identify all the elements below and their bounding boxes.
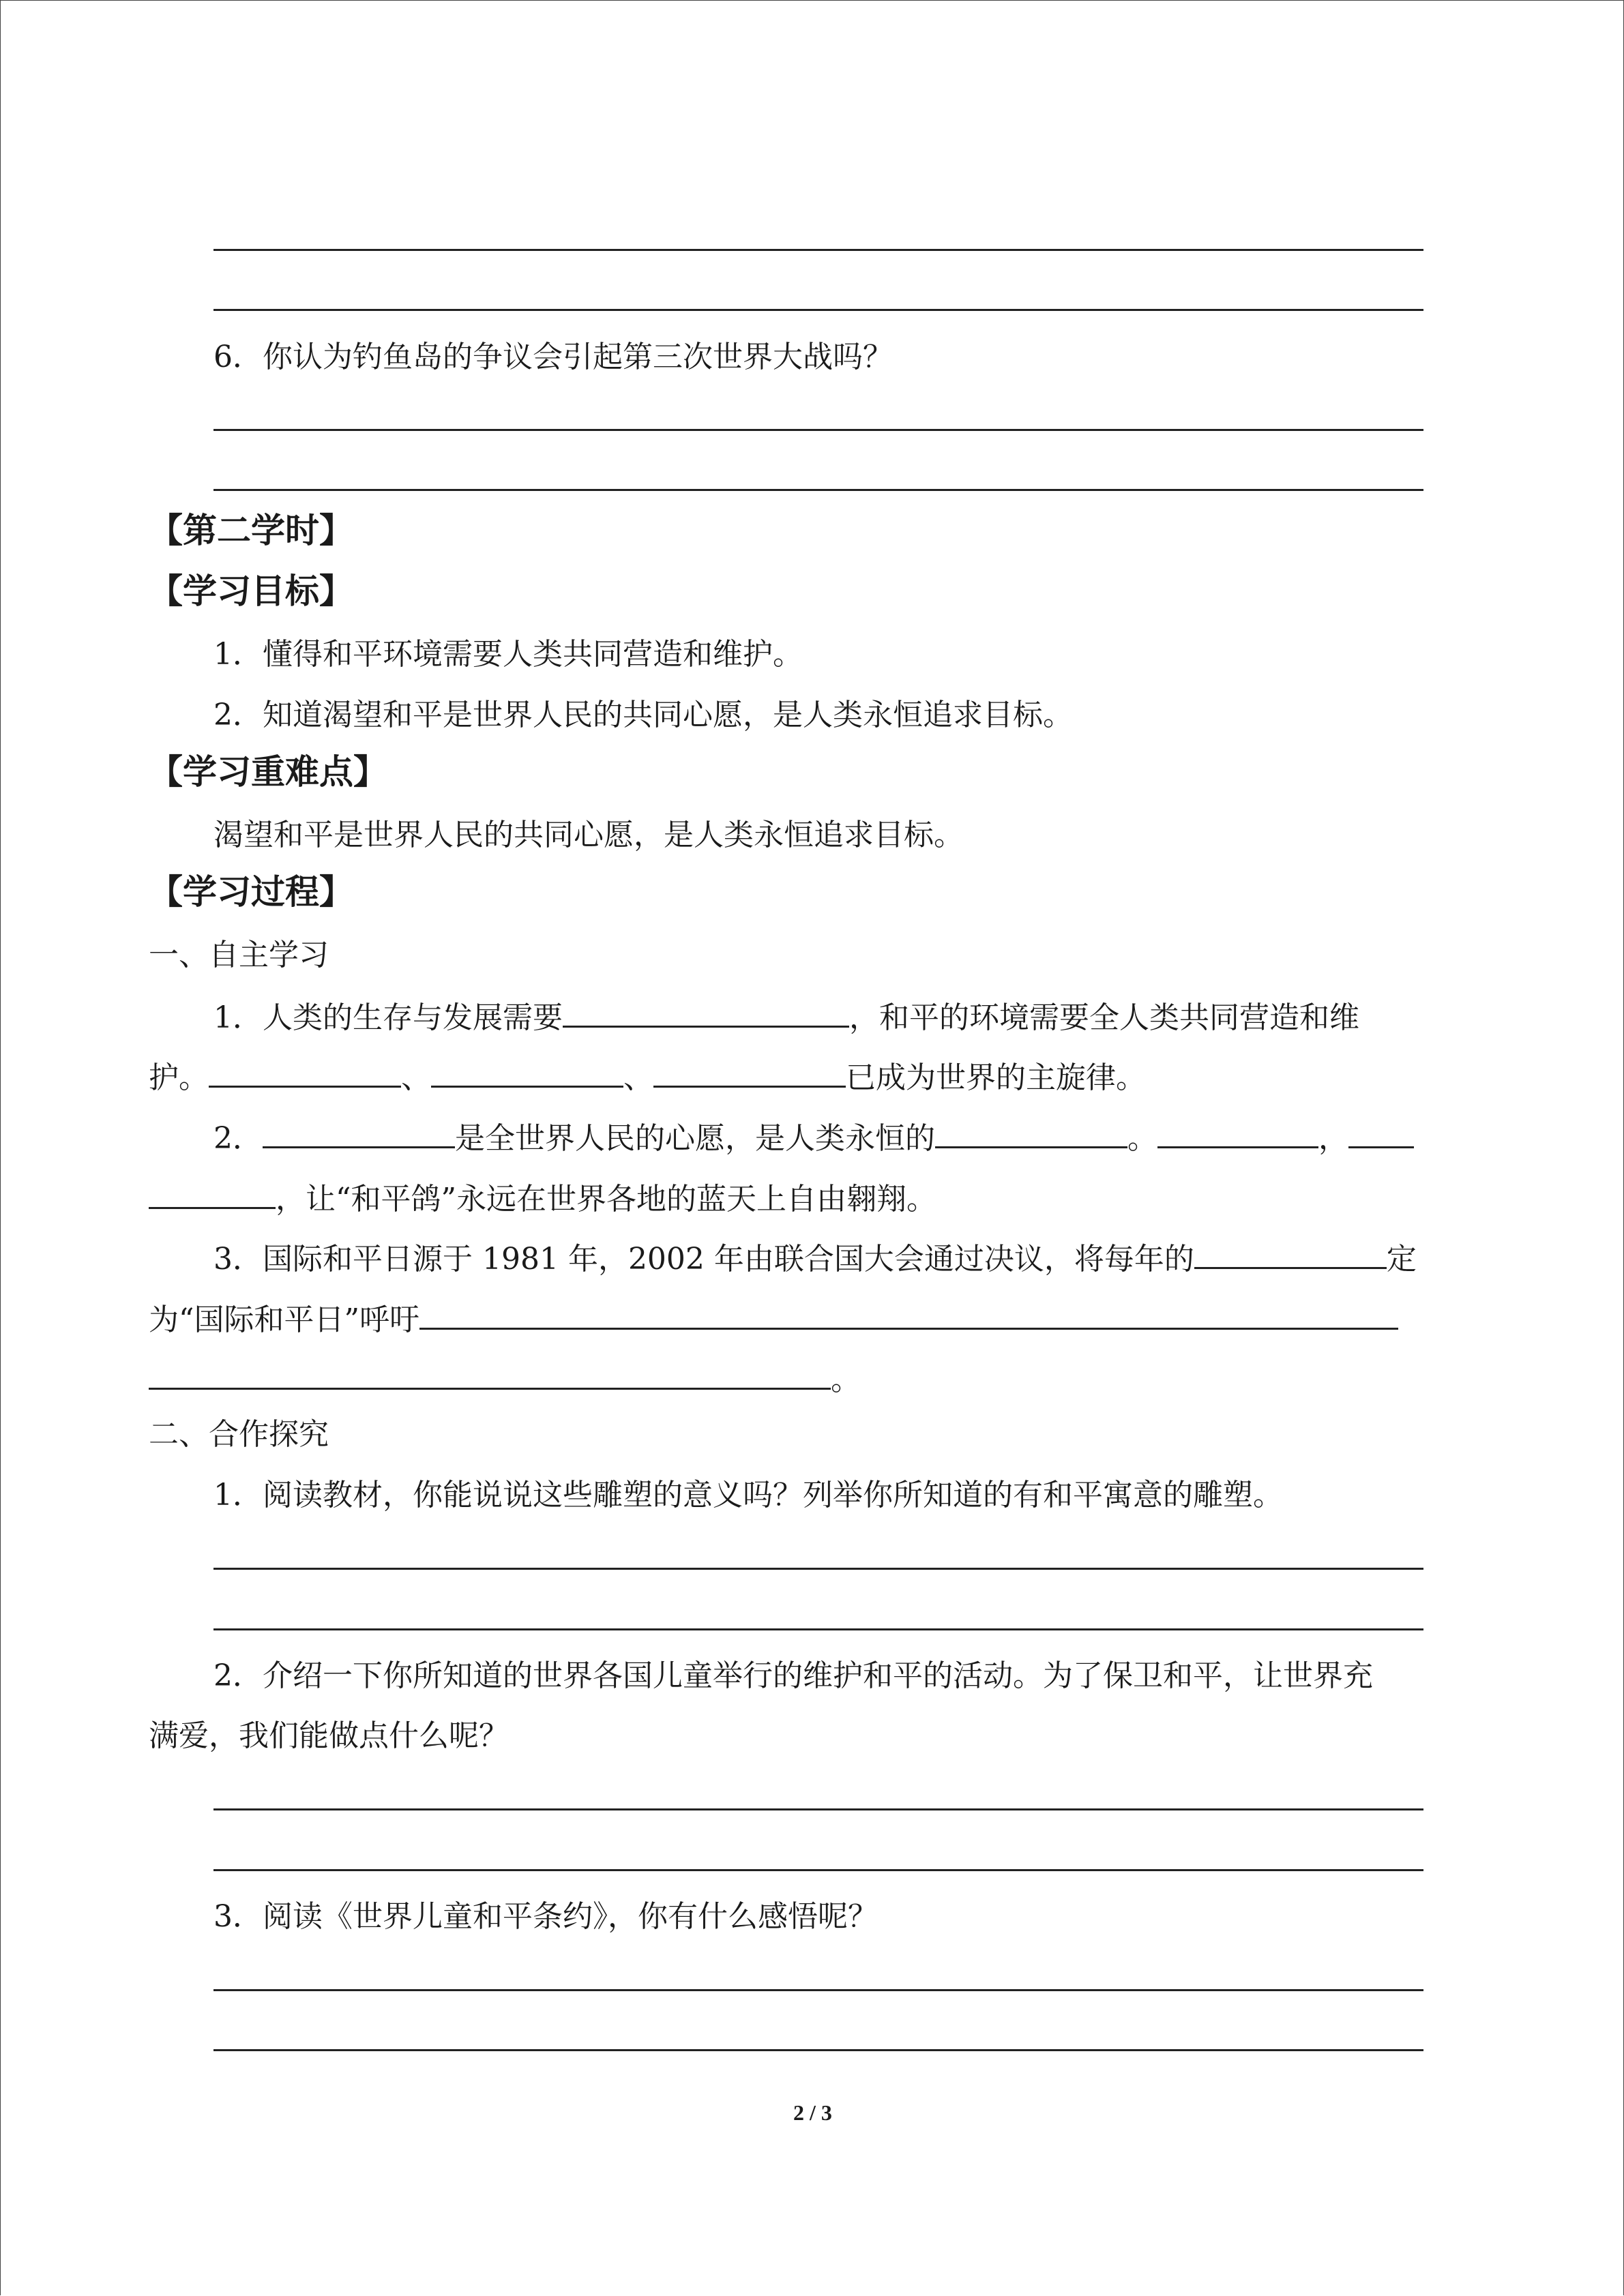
part1-q3-text-c: 为“国际和平日”呼吁 bbox=[149, 1302, 419, 1337]
answer-line[interactable] bbox=[213, 1568, 1423, 1570]
part2-title: 二、合作探究 bbox=[149, 1417, 329, 1452]
part1-q3-text-b: 定 bbox=[1386, 1242, 1417, 1277]
part1-q3-line2 bbox=[149, 1298, 1398, 1341]
fill-blank[interactable] bbox=[563, 996, 849, 1028]
answer-line[interactable] bbox=[213, 489, 1423, 491]
fill-blank[interactable] bbox=[1194, 1237, 1387, 1269]
part1-q2-text-c: 。 bbox=[1127, 1121, 1157, 1156]
objective-item-2: 2．知道渴望和平是世界人民的共同心愿，是人类永恒追求目标。 bbox=[213, 698, 1073, 732]
part1-q2-text-e: ，让“和平鸽”永远在世界各地的蓝天上自由翱翔。 bbox=[276, 1182, 936, 1217]
part2-question-2-line1: 2．介绍一下你所知道的世界各国儿童举行的维护和平的活动。为了保卫和平，让世界充 bbox=[213, 1658, 1373, 1693]
part1-q3-line3 bbox=[149, 1358, 861, 1401]
heading-process: 【学习过程】 bbox=[149, 871, 353, 912]
separator: 、 bbox=[401, 1060, 431, 1095]
part1-q1-line2 bbox=[149, 1056, 1146, 1099]
heading-objectives: 【学习目标】 bbox=[149, 571, 353, 611]
part2-question-3: 3．阅读《世界儿童和平条约》，你有什么感悟呢？ bbox=[213, 1899, 878, 1934]
part1-q3-text-d: 。 bbox=[831, 1362, 861, 1397]
answer-line[interactable] bbox=[213, 1989, 1423, 1991]
part1-q2-line1 bbox=[213, 1116, 1414, 1159]
part1-q3-line1 bbox=[213, 1237, 1417, 1280]
answer-line[interactable] bbox=[213, 309, 1423, 311]
part1-q2-text-b: 是全世界人民的心愿，是人类永恒的 bbox=[455, 1121, 935, 1156]
part1-q1-text-d: 已成为世界的主旋律。 bbox=[846, 1060, 1146, 1095]
page-number: 2 / 3 bbox=[793, 2100, 832, 2125]
fill-blank[interactable] bbox=[209, 1056, 401, 1088]
fill-blank[interactable] bbox=[419, 1298, 1398, 1330]
part1-q1-text-c: 护。 bbox=[149, 1060, 209, 1095]
fill-blank[interactable] bbox=[149, 1177, 276, 1209]
fill-blank[interactable] bbox=[263, 1116, 455, 1148]
part2-question-2-line2: 满爱，我们能做点什么呢？ bbox=[149, 1718, 509, 1753]
objective-item-1: 1．懂得和平环境需要人类共同营造和维护。 bbox=[213, 637, 803, 672]
separator: 、 bbox=[623, 1060, 653, 1095]
part1-q1-text-b: ，和平的环境需要全人类共同营造和维 bbox=[849, 1000, 1359, 1035]
answer-line[interactable] bbox=[213, 429, 1423, 431]
answer-line[interactable] bbox=[213, 1869, 1423, 1871]
part1-q1-line1 bbox=[213, 996, 1359, 1039]
fill-blank[interactable] bbox=[1348, 1116, 1414, 1148]
part1-q1-text-a: 1．人类的生存与发展需要 bbox=[213, 1000, 563, 1035]
fill-blank[interactable] bbox=[431, 1056, 623, 1088]
part1-title: 一、自主学习 bbox=[149, 938, 329, 972]
answer-line[interactable] bbox=[213, 1808, 1423, 1810]
fill-blank[interactable] bbox=[1157, 1116, 1318, 1148]
part2-question-1: 1．阅读教材，你能说说这些雕塑的意义吗？列举你所知道的有和平寓意的雕塑。 bbox=[213, 1478, 1283, 1512]
answer-line[interactable] bbox=[213, 1628, 1423, 1630]
fill-blank[interactable] bbox=[149, 1358, 831, 1390]
part1-q2-text-a: 2． bbox=[213, 1121, 263, 1156]
part1-q3-text-a: 3．国际和平日源于 1981 年，2002 年由联合国大会通过决议，将每年的 bbox=[213, 1242, 1194, 1277]
part1-q2-line2 bbox=[149, 1177, 936, 1220]
answer-line[interactable] bbox=[213, 249, 1423, 251]
question-6: 6．你认为钓鱼岛的争议会引起第三次世界大战吗？ bbox=[213, 340, 893, 374]
fill-blank[interactable] bbox=[653, 1056, 846, 1088]
heading-second-lesson: 【第二学时】 bbox=[149, 510, 353, 550]
heading-key-points: 【学习重难点】 bbox=[149, 751, 387, 792]
answer-line[interactable] bbox=[213, 2049, 1423, 2051]
part1-q2-text-d: ， bbox=[1318, 1121, 1348, 1156]
fill-blank[interactable] bbox=[935, 1116, 1127, 1148]
key-point-text: 渴望和平是世界人民的共同心愿，是人类永恒追求目标。 bbox=[213, 818, 964, 852]
